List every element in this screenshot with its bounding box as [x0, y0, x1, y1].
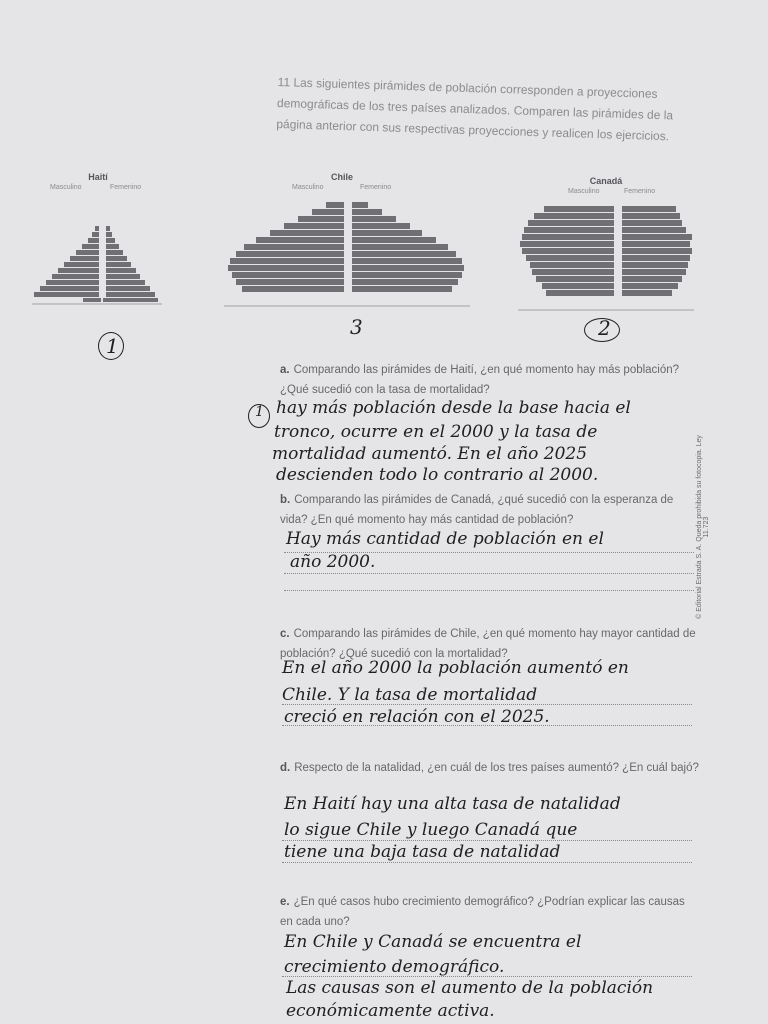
pyramid-canada — [516, 176, 696, 316]
answer-a-line: hay más población desde la base hacia el — [276, 398, 631, 418]
number-circle — [98, 332, 124, 360]
answer-c-line: creció en relación con el 2025. — [284, 707, 550, 727]
question-letter: c. — [280, 628, 290, 640]
pyramid-title: Canadá — [589, 176, 623, 186]
question-text: Comparando las pirámides de Chile, ¿en qué momento hay mayor cantidad de población? ¿Qué sucedió con la mortalidad? — [280, 628, 696, 660]
answer-a-line: mortalidad aumentó. En el año 2025 — [272, 444, 588, 464]
writing-line — [282, 725, 692, 726]
writing-line — [284, 590, 694, 591]
answer-b-line: año 2000. — [290, 552, 376, 572]
intro-text: 11 Las siguientes pirámides de población corresponden a proyecciones demográficas de los tres países analizados. Comparen las pirámides de la página anterior con sus respectivas proyecciones y realicen los ejercicios. — [276, 74, 674, 144]
answer-e-line: Las causas son el aumento de la población — [286, 978, 654, 998]
question-d — [280, 758, 700, 778]
answer-e-line: crecimiento demográfico. — [284, 957, 505, 977]
pyramid-title: Haití — [88, 172, 108, 182]
pyramid-number-3: 3 — [350, 315, 363, 339]
pyramid-female-label: Femenino — [624, 188, 656, 195]
answer-d-line: lo sigue Chile y luego Canadá que — [284, 820, 578, 840]
question-a — [280, 360, 700, 400]
pyramid-female-label: Femenino — [110, 184, 142, 191]
pyramid-bars — [516, 204, 696, 324]
pyramid-male-label: Masculino — [292, 184, 324, 191]
pyramid-title: Chile — [330, 172, 353, 182]
pyramid-haiti — [28, 172, 168, 312]
answer-d-line: tiene una baja tasa de natalidad — [284, 842, 561, 862]
question-text: Comparando las pirámides de Haití, ¿en qué momento hay más población? ¿Qué sucedió con la tasa de mortalidad? — [280, 364, 680, 396]
pyramid-male-label: Masculino — [568, 188, 600, 195]
pyramid-chile — [222, 172, 472, 312]
question-letter: a. — [280, 364, 290, 376]
copyright-sidebar — [698, 420, 710, 630]
pyramid-male-label: Masculino — [50, 184, 82, 191]
pyramid-bars — [222, 200, 472, 320]
question-letter: d. — [280, 762, 291, 774]
pyramid-number-1: 1 — [106, 334, 119, 358]
pyramid-bars — [28, 200, 168, 320]
question-letter: e. — [280, 896, 290, 908]
answer-d-line: En Haití hay una alta tasa de natalidad — [284, 794, 621, 814]
question-letter: b. — [280, 494, 291, 506]
answer-marker: 1 — [255, 404, 264, 420]
writing-line — [282, 862, 692, 863]
answer-c-line: En el año 2000 la población aumentó en — [282, 658, 629, 678]
question-b — [280, 490, 700, 530]
question-e — [280, 892, 700, 932]
answer-a-line: tronco, ocurre en el 2000 y la tasa de — [274, 422, 598, 442]
pyramid-number-2: 2 — [598, 316, 611, 340]
pyramid-female-label: Femenino — [360, 184, 392, 191]
answer-e-line: En Chile y Canadá se encuentra el — [284, 932, 582, 952]
number-circle — [584, 318, 620, 342]
answer-c-line: Chile. Y la tasa de mortalidad — [282, 685, 538, 705]
question-text: Comparando las pirámides de Canadá, ¿qué sucedió con la esperanza de vida? ¿En qué momento hay más cantidad de población? — [280, 494, 674, 526]
answer-b-line: Hay más cantidad de población en el — [286, 529, 604, 549]
answer-a-line: descienden todo lo contrario al 2000. — [276, 465, 599, 485]
question-text: Respecto de la natalidad, ¿en cuál de los tres países aumentó? ¿En cuál bajó? — [294, 762, 699, 774]
answer-e-line: económicamente activa. — [286, 1001, 495, 1021]
copyright-text: © Editorial Estrada S. A. Queda prohibida su fotocopia. Ley 11.723 — [696, 435, 710, 619]
question-text: ¿En qué casos hubo crecimiento demográfico? ¿Podrían explicar las causas en cada uno? — [280, 896, 685, 928]
writing-line — [284, 573, 694, 574]
